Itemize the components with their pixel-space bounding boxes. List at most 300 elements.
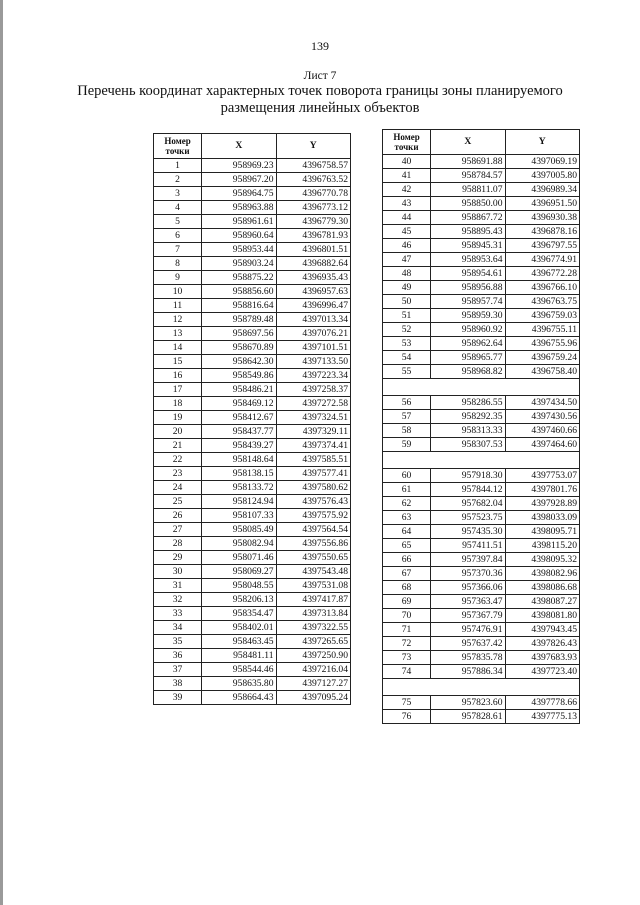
- y-cell: 4397133.50: [276, 355, 350, 369]
- y-cell: 4396770.78: [276, 187, 350, 201]
- y-cell: 4398115.20: [505, 539, 579, 553]
- point-number-cell: 26: [154, 509, 202, 523]
- x-cell: 958965.77: [431, 351, 505, 365]
- table-row: [154, 159, 351, 173]
- table-row: [383, 295, 580, 309]
- table-row: [154, 663, 351, 677]
- table-row: [154, 481, 351, 495]
- point-number-cell: 19: [154, 411, 202, 425]
- y-cell: 4396779.30: [276, 215, 350, 229]
- y-cell: 4396801.51: [276, 243, 350, 257]
- x-cell: 957823.60: [431, 696, 505, 710]
- point-number-cell: 4: [154, 201, 202, 215]
- point-number-cell: 15: [154, 355, 202, 369]
- point-number-cell: 62: [383, 497, 431, 511]
- table-row: [383, 155, 580, 169]
- table-row: [383, 197, 580, 211]
- point-number-cell: 28: [154, 537, 202, 551]
- y-cell: 4397943.45: [505, 623, 579, 637]
- x-cell: 958412.67: [202, 411, 276, 425]
- y-cell: 4397258.37: [276, 383, 350, 397]
- y-cell: 4397216.04: [276, 663, 350, 677]
- table-row: [383, 469, 580, 483]
- x-cell: 958486.21: [202, 383, 276, 397]
- table-row: [154, 565, 351, 579]
- y-cell: 4397250.90: [276, 649, 350, 663]
- y-cell: 4397329.11: [276, 425, 350, 439]
- y-cell: 4396763.52: [276, 173, 350, 187]
- table-row: [383, 351, 580, 365]
- table-row: [383, 637, 580, 651]
- table-row: [154, 383, 351, 397]
- y-cell: 4396878.16: [505, 225, 579, 239]
- x-cell: 958354.47: [202, 607, 276, 621]
- point-number-cell: 21: [154, 439, 202, 453]
- separator-cell: [383, 452, 580, 469]
- x-cell: 958085.49: [202, 523, 276, 537]
- y-cell: 4397313.84: [276, 607, 350, 621]
- table-row: [383, 497, 580, 511]
- point-number-cell: 39: [154, 691, 202, 705]
- x-cell: 957523.75: [431, 511, 505, 525]
- table-row: [154, 579, 351, 593]
- title-line-1: Перечень координат характерных точек поворота границы зоны планируемого: [77, 83, 563, 99]
- y-cell: 4397069.19: [505, 155, 579, 169]
- y-cell: 4397127.27: [276, 677, 350, 691]
- x-cell: 958953.44: [202, 243, 276, 257]
- table-row: [383, 424, 580, 438]
- table-header-row: [383, 130, 580, 155]
- x-cell: 958960.64: [202, 229, 276, 243]
- point-number-cell: 32: [154, 593, 202, 607]
- x-cell: 958469.12: [202, 397, 276, 411]
- x-cell: 958967.20: [202, 173, 276, 187]
- point-number-cell: 6: [154, 229, 202, 243]
- x-cell: 958642.30: [202, 355, 276, 369]
- x-cell: 958963.88: [202, 201, 276, 215]
- x-cell: 958895.43: [431, 225, 505, 239]
- table-row: [383, 323, 580, 337]
- x-cell: 958307.53: [431, 438, 505, 452]
- x-cell: 958437.77: [202, 425, 276, 439]
- table-row: [154, 523, 351, 537]
- y-cell: 4397580.62: [276, 481, 350, 495]
- x-cell: 957828.61: [431, 710, 505, 724]
- y-cell: 4397543.48: [276, 565, 350, 579]
- table-row: [154, 649, 351, 663]
- table-row: [154, 495, 351, 509]
- table-row: [383, 239, 580, 253]
- table-row: [383, 567, 580, 581]
- x-cell: 958789.48: [202, 313, 276, 327]
- y-cell: 4396989.34: [505, 183, 579, 197]
- point-number-cell: 30: [154, 565, 202, 579]
- y-cell: 4396763.75: [505, 295, 579, 309]
- y-cell: 4396766.10: [505, 281, 579, 295]
- y-cell: 4396957.63: [276, 285, 350, 299]
- table-row: [383, 309, 580, 323]
- y-cell: 4396755.11: [505, 323, 579, 337]
- point-number-cell: 8: [154, 257, 202, 271]
- table-row: [383, 211, 580, 225]
- y-cell: 4396773.12: [276, 201, 350, 215]
- table-row: [154, 453, 351, 467]
- table-header-row: [154, 134, 351, 159]
- x-cell: 958960.92: [431, 323, 505, 337]
- table-row-separator: [383, 379, 580, 396]
- point-number-cell: 40: [383, 155, 431, 169]
- point-number-cell: 48: [383, 267, 431, 281]
- header-x: X: [202, 134, 276, 159]
- document-title: [40, 83, 600, 117]
- point-number-cell: 24: [154, 481, 202, 495]
- point-number-cell: 43: [383, 197, 431, 211]
- point-number-cell: 69: [383, 595, 431, 609]
- point-number-cell: 34: [154, 621, 202, 635]
- point-number-cell: 2: [154, 173, 202, 187]
- point-number-cell: 42: [383, 183, 431, 197]
- point-number-cell: 73: [383, 651, 431, 665]
- y-cell: 4397013.34: [276, 313, 350, 327]
- sheet-label: Лист 7: [303, 70, 337, 82]
- x-cell: 958635.80: [202, 677, 276, 691]
- table-row: [383, 183, 580, 197]
- x-cell: 958549.86: [202, 369, 276, 383]
- x-cell: 958968.82: [431, 365, 505, 379]
- y-cell: 4397775.13: [505, 710, 579, 724]
- x-cell: 957435.30: [431, 525, 505, 539]
- title-line-2: размещения линейных объектов: [220, 100, 420, 116]
- x-cell: 957366.06: [431, 581, 505, 595]
- y-cell: 4397460.66: [505, 424, 579, 438]
- y-cell: 4397928.89: [505, 497, 579, 511]
- point-number-cell: 11: [154, 299, 202, 313]
- table-row: [383, 253, 580, 267]
- x-cell: 958875.22: [202, 271, 276, 285]
- y-cell: 4397753.07: [505, 469, 579, 483]
- y-cell: 4397531.08: [276, 579, 350, 593]
- x-cell: 958961.61: [202, 215, 276, 229]
- coordinates-table-right: [382, 129, 580, 724]
- table-row: [154, 271, 351, 285]
- point-number-cell: 74: [383, 665, 431, 679]
- table-row: [154, 257, 351, 271]
- table-body-right: [383, 155, 580, 724]
- table-row: [154, 593, 351, 607]
- table-row: [383, 581, 580, 595]
- table-row: [383, 710, 580, 724]
- point-number-cell: 75: [383, 696, 431, 710]
- x-cell: 958082.94: [202, 537, 276, 551]
- x-cell: 958964.75: [202, 187, 276, 201]
- y-cell: 4397577.41: [276, 467, 350, 481]
- y-cell: 4397564.54: [276, 523, 350, 537]
- point-number-cell: 9: [154, 271, 202, 285]
- table-row: [154, 537, 351, 551]
- x-cell: 958107.33: [202, 509, 276, 523]
- y-cell: 4396996.47: [276, 299, 350, 313]
- table-row: [154, 229, 351, 243]
- y-cell: 4398081.80: [505, 609, 579, 623]
- table-row: [383, 410, 580, 424]
- point-number-cell: 56: [383, 396, 431, 410]
- x-cell: 958544.46: [202, 663, 276, 677]
- point-number-cell: 50: [383, 295, 431, 309]
- table-row: [154, 677, 351, 691]
- point-number-cell: 29: [154, 551, 202, 565]
- header-point-number: Номер точки: [383, 130, 431, 155]
- y-cell: 4398082.96: [505, 567, 579, 581]
- point-number-cell: 36: [154, 649, 202, 663]
- y-cell: 4397434.50: [505, 396, 579, 410]
- point-number-cell: 37: [154, 663, 202, 677]
- x-cell: 957476.91: [431, 623, 505, 637]
- point-number-cell: 53: [383, 337, 431, 351]
- point-number-cell: 10: [154, 285, 202, 299]
- point-number-cell: 5: [154, 215, 202, 229]
- point-number-cell: 60: [383, 469, 431, 483]
- x-cell: 958292.35: [431, 410, 505, 424]
- x-cell: 958664.43: [202, 691, 276, 705]
- table-row: [383, 365, 580, 379]
- y-cell: 4397575.92: [276, 509, 350, 523]
- x-cell: 957370.36: [431, 567, 505, 581]
- table-row: [383, 595, 580, 609]
- y-cell: 4396951.50: [505, 197, 579, 211]
- x-cell: 958138.15: [202, 467, 276, 481]
- y-cell: 4396882.64: [276, 257, 350, 271]
- x-cell: 958953.64: [431, 253, 505, 267]
- x-cell: 957844.12: [431, 483, 505, 497]
- point-number-cell: 58: [383, 424, 431, 438]
- y-cell: 4396759.03: [505, 309, 579, 323]
- y-cell: 4397556.86: [276, 537, 350, 551]
- y-cell: 4397324.51: [276, 411, 350, 425]
- table-row: [154, 691, 351, 705]
- point-number-cell: 44: [383, 211, 431, 225]
- point-number-cell: 17: [154, 383, 202, 397]
- table-row: [383, 483, 580, 497]
- point-number-cell: 41: [383, 169, 431, 183]
- table-row: [154, 215, 351, 229]
- y-cell: 4397005.80: [505, 169, 579, 183]
- y-cell: 4396758.57: [276, 159, 350, 173]
- y-cell: 4397101.51: [276, 341, 350, 355]
- y-cell: 4398095.71: [505, 525, 579, 539]
- page-number: 139: [311, 39, 329, 53]
- x-cell: 958954.61: [431, 267, 505, 281]
- point-number-cell: 55: [383, 365, 431, 379]
- point-number-cell: 68: [383, 581, 431, 595]
- table-row: [154, 341, 351, 355]
- x-cell: 957411.51: [431, 539, 505, 553]
- table-row: [154, 509, 351, 523]
- table-row: [154, 243, 351, 257]
- point-number-cell: 45: [383, 225, 431, 239]
- table-row: [154, 411, 351, 425]
- x-cell: 958697.56: [202, 327, 276, 341]
- point-number-cell: 64: [383, 525, 431, 539]
- y-cell: 4398086.68: [505, 581, 579, 595]
- x-cell: 958867.72: [431, 211, 505, 225]
- table-row: [383, 337, 580, 351]
- point-number-cell: 76: [383, 710, 431, 724]
- y-cell: 4397576.43: [276, 495, 350, 509]
- point-number-cell: 46: [383, 239, 431, 253]
- point-number-cell: 51: [383, 309, 431, 323]
- table-row: [154, 635, 351, 649]
- point-number-cell: 27: [154, 523, 202, 537]
- point-number-cell: 49: [383, 281, 431, 295]
- point-number-cell: 22: [154, 453, 202, 467]
- table-row: [383, 609, 580, 623]
- table-row-separator: [383, 679, 580, 696]
- table-row: [383, 623, 580, 637]
- point-number-cell: 16: [154, 369, 202, 383]
- x-cell: 957682.04: [431, 497, 505, 511]
- table-row: [154, 621, 351, 635]
- table-row: [154, 355, 351, 369]
- y-cell: 4396755.96: [505, 337, 579, 351]
- point-number-cell: 3: [154, 187, 202, 201]
- y-cell: 4397464.60: [505, 438, 579, 452]
- table-row-separator: [383, 452, 580, 469]
- point-number-cell: 38: [154, 677, 202, 691]
- y-cell: 4397683.93: [505, 651, 579, 665]
- table-row: [383, 396, 580, 410]
- point-number-cell: 72: [383, 637, 431, 651]
- x-cell: 958206.13: [202, 593, 276, 607]
- y-cell: 4397272.58: [276, 397, 350, 411]
- table-row: [383, 511, 580, 525]
- separator-cell: [383, 679, 580, 696]
- y-cell: 4397223.34: [276, 369, 350, 383]
- table-row: [154, 201, 351, 215]
- table-row: [154, 187, 351, 201]
- x-cell: 958463.45: [202, 635, 276, 649]
- point-number-cell: 57: [383, 410, 431, 424]
- x-cell: 958959.30: [431, 309, 505, 323]
- point-number-cell: 35: [154, 635, 202, 649]
- table-row: [383, 267, 580, 281]
- x-cell: 958957.74: [431, 295, 505, 309]
- header-y: Y: [276, 134, 350, 159]
- x-cell: 958691.88: [431, 155, 505, 169]
- x-cell: 958856.60: [202, 285, 276, 299]
- table-row: [154, 285, 351, 299]
- point-number-cell: 31: [154, 579, 202, 593]
- header-x: X: [431, 130, 505, 155]
- point-number-cell: 23: [154, 467, 202, 481]
- table-row: [383, 225, 580, 239]
- point-number-cell: 33: [154, 607, 202, 621]
- table-row: [154, 313, 351, 327]
- x-cell: 958816.64: [202, 299, 276, 313]
- point-number-cell: 54: [383, 351, 431, 365]
- table-row: [383, 438, 580, 452]
- y-cell: 4396759.24: [505, 351, 579, 365]
- y-cell: 4397778.66: [505, 696, 579, 710]
- x-cell: 958048.55: [202, 579, 276, 593]
- x-cell: 958903.24: [202, 257, 276, 271]
- x-cell: 958784.57: [431, 169, 505, 183]
- table-row: [383, 696, 580, 710]
- point-number-cell: 18: [154, 397, 202, 411]
- table-row: [154, 467, 351, 481]
- x-cell: 957367.79: [431, 609, 505, 623]
- y-cell: 4397095.24: [276, 691, 350, 705]
- header-point-number: Номер точки: [154, 134, 202, 159]
- x-cell: 958811.07: [431, 183, 505, 197]
- y-cell: 4397585.51: [276, 453, 350, 467]
- y-cell: 4397374.41: [276, 439, 350, 453]
- point-number-cell: 47: [383, 253, 431, 267]
- x-cell: 957363.47: [431, 595, 505, 609]
- x-cell: 958850.00: [431, 197, 505, 211]
- y-cell: 4396930.38: [505, 211, 579, 225]
- x-cell: 958133.72: [202, 481, 276, 495]
- point-number-cell: 71: [383, 623, 431, 637]
- table-row: [383, 651, 580, 665]
- table-row: [383, 169, 580, 183]
- point-number-cell: 7: [154, 243, 202, 257]
- point-number-cell: 67: [383, 567, 431, 581]
- y-cell: 4397801.76: [505, 483, 579, 497]
- x-cell: 958962.64: [431, 337, 505, 351]
- coordinates-table-left: [153, 133, 351, 705]
- y-cell: 4396935.43: [276, 271, 350, 285]
- point-number-cell: 52: [383, 323, 431, 337]
- table-row: [383, 539, 580, 553]
- point-number-cell: 25: [154, 495, 202, 509]
- scan-edge: [0, 0, 3, 905]
- point-number-cell: 14: [154, 341, 202, 355]
- x-cell: 958124.94: [202, 495, 276, 509]
- x-cell: 958439.27: [202, 439, 276, 453]
- point-number-cell: 13: [154, 327, 202, 341]
- y-cell: 4397076.21: [276, 327, 350, 341]
- point-number-cell: 65: [383, 539, 431, 553]
- point-number-cell: 61: [383, 483, 431, 497]
- x-cell: 958313.33: [431, 424, 505, 438]
- table-body-left: [154, 159, 351, 705]
- table-row: [154, 173, 351, 187]
- y-cell: 4397265.65: [276, 635, 350, 649]
- table-row: [154, 327, 351, 341]
- header-y: Y: [505, 130, 579, 155]
- y-cell: 4396758.40: [505, 365, 579, 379]
- y-cell: 4397826.43: [505, 637, 579, 651]
- x-cell: 957835.78: [431, 651, 505, 665]
- point-number-cell: 63: [383, 511, 431, 525]
- y-cell: 4396781.93: [276, 229, 350, 243]
- y-cell: 4396774.91: [505, 253, 579, 267]
- x-cell: 957918.30: [431, 469, 505, 483]
- separator-cell: [383, 379, 580, 396]
- x-cell: 957637.42: [431, 637, 505, 651]
- x-cell: 958286.55: [431, 396, 505, 410]
- x-cell: 957397.84: [431, 553, 505, 567]
- table-row: [383, 525, 580, 539]
- table-row: [383, 665, 580, 679]
- x-cell: 958945.31: [431, 239, 505, 253]
- point-number-cell: 1: [154, 159, 202, 173]
- x-cell: 958969.23: [202, 159, 276, 173]
- table-row: [154, 425, 351, 439]
- table-row: [383, 281, 580, 295]
- point-number-cell: 59: [383, 438, 431, 452]
- y-cell: 4396772.28: [505, 267, 579, 281]
